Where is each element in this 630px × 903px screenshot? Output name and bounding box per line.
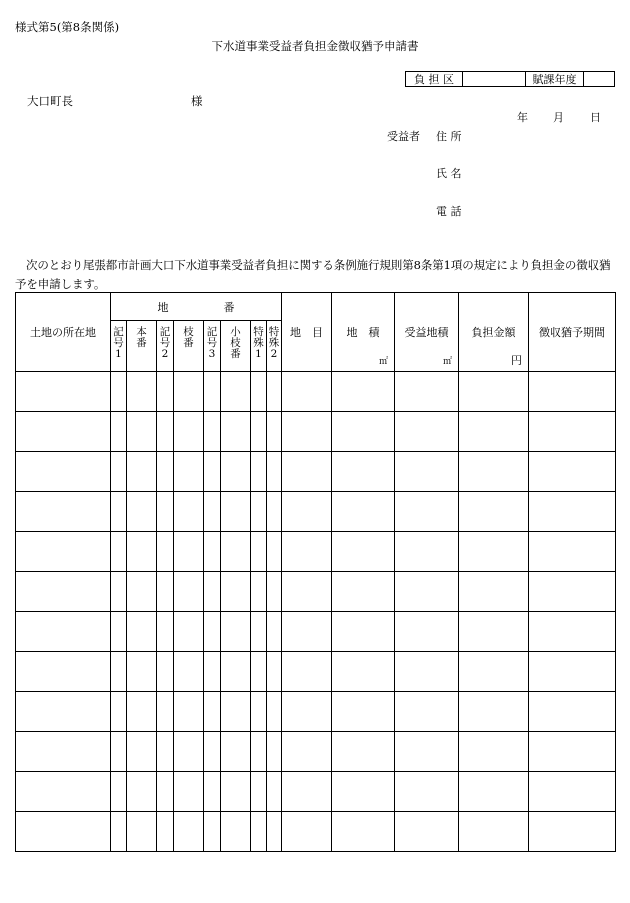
table-cell[interactable]	[221, 692, 251, 732]
table-cell[interactable]	[157, 412, 174, 452]
header-juekichiseki-label: 受益地積	[404, 326, 449, 339]
table-cell[interactable]	[459, 532, 529, 572]
table-cell[interactable]	[267, 412, 282, 452]
table-cell[interactable]	[459, 692, 529, 732]
table-cell[interactable]	[267, 452, 282, 492]
table-row	[16, 452, 616, 492]
table-row	[16, 492, 616, 532]
table-cell[interactable]	[332, 532, 395, 572]
table-cell[interactable]	[395, 492, 459, 532]
table-cell[interactable]	[221, 412, 251, 452]
table-cell[interactable]	[221, 732, 251, 772]
table-cell[interactable]	[157, 612, 174, 652]
table-cell[interactable]	[282, 652, 332, 692]
table-cell[interactable]	[251, 652, 267, 692]
table-cell[interactable]	[251, 532, 267, 572]
table-row	[16, 572, 616, 612]
table-cell[interactable]	[529, 772, 616, 812]
district-label: 負 担 区	[406, 72, 463, 86]
table-cell[interactable]	[267, 612, 282, 652]
date-month-label: 月	[553, 111, 564, 124]
table-body	[16, 372, 616, 852]
table-cell[interactable]	[251, 412, 267, 452]
application-statement: 次のとおり尾張都市計画大口下水道事業受益者負担に関する条例施行規則第8条第1項の規定により負担金の徴収猶予を申請します。	[15, 258, 611, 291]
table-cell[interactable]	[332, 412, 395, 452]
table-cell[interactable]	[529, 692, 616, 732]
table-row	[16, 692, 616, 732]
table-cell[interactable]	[221, 652, 251, 692]
table-cell[interactable]	[111, 372, 127, 412]
table-cell[interactable]	[267, 532, 282, 572]
table-cell[interactable]	[127, 532, 157, 572]
table-cell[interactable]	[251, 732, 267, 772]
table-cell[interactable]	[204, 532, 221, 572]
table-cell[interactable]	[395, 692, 459, 732]
table-cell[interactable]	[459, 452, 529, 492]
table-cell[interactable]	[174, 692, 204, 732]
table-cell[interactable]	[282, 692, 332, 732]
table-cell[interactable]	[221, 492, 251, 532]
table-cell[interactable]	[332, 612, 395, 652]
table-cell[interactable]	[221, 812, 251, 852]
table-cell[interactable]	[204, 812, 221, 852]
table-cell[interactable]	[16, 612, 111, 652]
table-cell[interactable]	[459, 812, 529, 852]
table-cell[interactable]	[267, 812, 282, 852]
table-cell[interactable]	[174, 652, 204, 692]
table-cell[interactable]	[204, 452, 221, 492]
header-honban: 本番	[127, 321, 157, 372]
table-cell[interactable]	[267, 732, 282, 772]
table-cell[interactable]	[157, 652, 174, 692]
table-cell[interactable]	[16, 692, 111, 732]
table-cell[interactable]	[16, 732, 111, 772]
table-row	[16, 652, 616, 692]
table-row	[16, 732, 616, 772]
table-cell[interactable]	[459, 772, 529, 812]
date-day-label: 日	[590, 111, 601, 124]
table-cell[interactable]	[395, 452, 459, 492]
table-cell[interactable]	[332, 372, 395, 412]
table-cell[interactable]	[127, 652, 157, 692]
table-cell[interactable]	[529, 532, 616, 572]
name-label: 氏 名	[436, 167, 462, 180]
header-period: 徴収猶予期間	[529, 293, 616, 372]
table-cell[interactable]	[174, 412, 204, 452]
table-cell[interactable]	[127, 492, 157, 532]
table-cell[interactable]	[221, 532, 251, 572]
table-cell[interactable]	[395, 532, 459, 572]
table-cell[interactable]	[529, 812, 616, 852]
table-cell[interactable]	[174, 372, 204, 412]
table-cell[interactable]	[157, 372, 174, 412]
table-cell[interactable]	[111, 772, 127, 812]
table-row	[16, 772, 616, 812]
table-cell[interactable]	[267, 772, 282, 812]
table-cell[interactable]	[16, 812, 111, 852]
header-koedaban: 小枝番	[221, 321, 251, 372]
header-kigo2: 記号2	[157, 321, 174, 372]
table-cell[interactable]	[157, 692, 174, 732]
table-cell[interactable]	[127, 812, 157, 852]
table-cell[interactable]	[111, 732, 127, 772]
table-cell[interactable]	[221, 772, 251, 812]
form-number-label: 様式第5(第8条関係)	[15, 20, 120, 34]
table-cell[interactable]	[529, 452, 616, 492]
table-cell[interactable]	[395, 812, 459, 852]
table-cell[interactable]	[127, 732, 157, 772]
table-cell[interactable]	[332, 652, 395, 692]
table-cell[interactable]	[395, 372, 459, 412]
table-cell[interactable]	[174, 612, 204, 652]
table-cell[interactable]	[16, 772, 111, 812]
district-year-box	[405, 71, 615, 87]
table-cell[interactable]	[332, 452, 395, 492]
table-cell[interactable]	[221, 572, 251, 612]
table-cell[interactable]	[282, 572, 332, 612]
header-juekichiseki-unit: ㎡	[442, 357, 452, 367]
table-cell[interactable]	[459, 412, 529, 452]
table-cell[interactable]	[221, 452, 251, 492]
table-cell[interactable]	[111, 652, 127, 692]
table-cell[interactable]	[204, 492, 221, 532]
table-cell[interactable]	[267, 372, 282, 412]
table-cell[interactable]	[529, 492, 616, 532]
table-cell[interactable]	[267, 652, 282, 692]
table-row	[16, 372, 616, 412]
table-cell[interactable]	[251, 492, 267, 532]
table-cell[interactable]	[204, 572, 221, 612]
table-cell[interactable]	[157, 452, 174, 492]
table-cell[interactable]	[282, 452, 332, 492]
table-cell[interactable]	[251, 812, 267, 852]
table-cell[interactable]	[459, 372, 529, 412]
table-cell[interactable]	[127, 572, 157, 612]
table-cell[interactable]	[395, 612, 459, 652]
header-amount-label: 負担金額	[471, 326, 516, 339]
header-location: 土地の所在地	[16, 293, 111, 372]
date-year-label: 年	[517, 111, 528, 124]
table-cell[interactable]	[332, 572, 395, 612]
header-chiseki-label: 地 積	[346, 326, 380, 339]
table-cell[interactable]	[221, 372, 251, 412]
table-cell[interactable]	[529, 572, 616, 612]
table-cell[interactable]	[157, 732, 174, 772]
table-cell[interactable]	[16, 652, 111, 692]
table-cell[interactable]	[459, 572, 529, 612]
table-cell[interactable]	[251, 612, 267, 652]
header-juekichiseki	[395, 293, 459, 372]
table-row	[16, 612, 616, 652]
header-chiban-group: 地 番	[111, 293, 282, 321]
table-cell[interactable]	[251, 772, 267, 812]
table-row	[16, 812, 616, 852]
table-cell[interactable]	[282, 612, 332, 652]
table-cell[interactable]	[459, 652, 529, 692]
table-cell[interactable]	[251, 372, 267, 412]
header-chiseki	[332, 293, 395, 372]
table-cell[interactable]	[111, 532, 127, 572]
addressee-name: 大口町長	[27, 94, 73, 108]
table-cell[interactable]	[127, 412, 157, 452]
table-cell[interactable]	[204, 772, 221, 812]
table-cell[interactable]	[111, 572, 127, 612]
header-tokushu1: 特殊1	[251, 321, 267, 372]
table-cell[interactable]	[221, 612, 251, 652]
table-cell[interactable]	[251, 572, 267, 612]
table-cell[interactable]	[174, 732, 204, 772]
table-cell[interactable]	[16, 532, 111, 572]
header-kigo1: 記号1	[111, 321, 127, 372]
table-cell[interactable]	[16, 372, 111, 412]
table-cell[interactable]	[111, 412, 127, 452]
applicant-role-label: 受益者	[387, 130, 420, 143]
header-chimoku: 地 目	[282, 293, 332, 372]
table-cell[interactable]	[251, 692, 267, 732]
table-cell[interactable]	[111, 812, 127, 852]
table-cell[interactable]	[282, 412, 332, 452]
fiscal-year-field[interactable]	[584, 72, 614, 86]
table-cell[interactable]	[529, 612, 616, 652]
table-cell[interactable]	[111, 692, 127, 732]
table-cell[interactable]	[332, 492, 395, 532]
table-cell[interactable]	[174, 812, 204, 852]
table-cell[interactable]	[16, 452, 111, 492]
table-cell[interactable]	[174, 772, 204, 812]
table-cell[interactable]	[111, 492, 127, 532]
table-cell[interactable]	[395, 772, 459, 812]
table-cell[interactable]	[204, 692, 221, 732]
table-cell[interactable]	[204, 732, 221, 772]
document-title: 下水道事業受益者負担金徴収猶予申請書	[211, 39, 419, 53]
table-cell[interactable]	[459, 732, 529, 772]
table-cell[interactable]	[174, 452, 204, 492]
table-cell[interactable]	[204, 652, 221, 692]
table-row	[16, 532, 616, 572]
table-cell[interactable]	[157, 812, 174, 852]
table-cell[interactable]	[204, 372, 221, 412]
table-cell[interactable]	[332, 772, 395, 812]
header-tokushu2: 特殊2	[267, 321, 282, 372]
table-cell[interactable]	[267, 692, 282, 732]
table-cell[interactable]	[395, 652, 459, 692]
table-cell[interactable]	[111, 612, 127, 652]
phone-label: 電 話	[436, 205, 462, 218]
table-cell[interactable]	[395, 412, 459, 452]
table-cell[interactable]	[282, 532, 332, 572]
table-cell[interactable]	[529, 372, 616, 412]
table-cell[interactable]	[204, 612, 221, 652]
header-kigo3: 記号3	[204, 321, 221, 372]
table-cell[interactable]	[111, 452, 127, 492]
header-edaban: 枝番	[174, 321, 204, 372]
table-cell[interactable]	[459, 492, 529, 532]
table-cell[interactable]	[157, 572, 174, 612]
table-cell[interactable]	[459, 612, 529, 652]
district-field[interactable]	[463, 72, 526, 86]
table-cell[interactable]	[157, 492, 174, 532]
table-cell[interactable]	[16, 572, 111, 612]
table-cell[interactable]	[204, 412, 221, 452]
table-cell[interactable]	[529, 652, 616, 692]
table-cell[interactable]	[395, 572, 459, 612]
land-parcel-table	[15, 292, 616, 852]
table-cell[interactable]	[529, 732, 616, 772]
table-cell[interactable]	[174, 532, 204, 572]
table-cell[interactable]	[529, 412, 616, 452]
table-cell[interactable]	[174, 492, 204, 532]
table-cell[interactable]	[267, 492, 282, 532]
table-cell[interactable]	[16, 412, 111, 452]
table-cell[interactable]	[16, 492, 111, 532]
table-cell[interactable]	[157, 532, 174, 572]
table-cell[interactable]	[174, 572, 204, 612]
table-cell[interactable]	[395, 732, 459, 772]
table-cell[interactable]	[332, 692, 395, 732]
table-row	[16, 412, 616, 452]
table-cell[interactable]	[267, 572, 282, 612]
table-cell[interactable]	[282, 732, 332, 772]
header-amount	[459, 293, 529, 372]
table-cell[interactable]	[282, 372, 332, 412]
table-cell[interactable]	[127, 692, 157, 732]
table-cell[interactable]	[332, 812, 395, 852]
table-cell[interactable]	[282, 812, 332, 852]
table-cell[interactable]	[127, 452, 157, 492]
table-cell[interactable]	[157, 772, 174, 812]
address-label: 住 所	[436, 130, 462, 143]
table-cell[interactable]	[251, 452, 267, 492]
table-cell[interactable]	[282, 492, 332, 532]
header-chiseki-unit: ㎡	[378, 357, 388, 367]
addressee-honorific: 様	[191, 94, 203, 108]
table-cell[interactable]	[282, 772, 332, 812]
table-cell[interactable]	[127, 612, 157, 652]
table-cell[interactable]	[127, 772, 157, 812]
table-cell[interactable]	[127, 372, 157, 412]
header-amount-unit: 円	[511, 354, 522, 367]
table-cell[interactable]	[332, 732, 395, 772]
fiscal-year-label: 賦課年度	[526, 72, 584, 86]
